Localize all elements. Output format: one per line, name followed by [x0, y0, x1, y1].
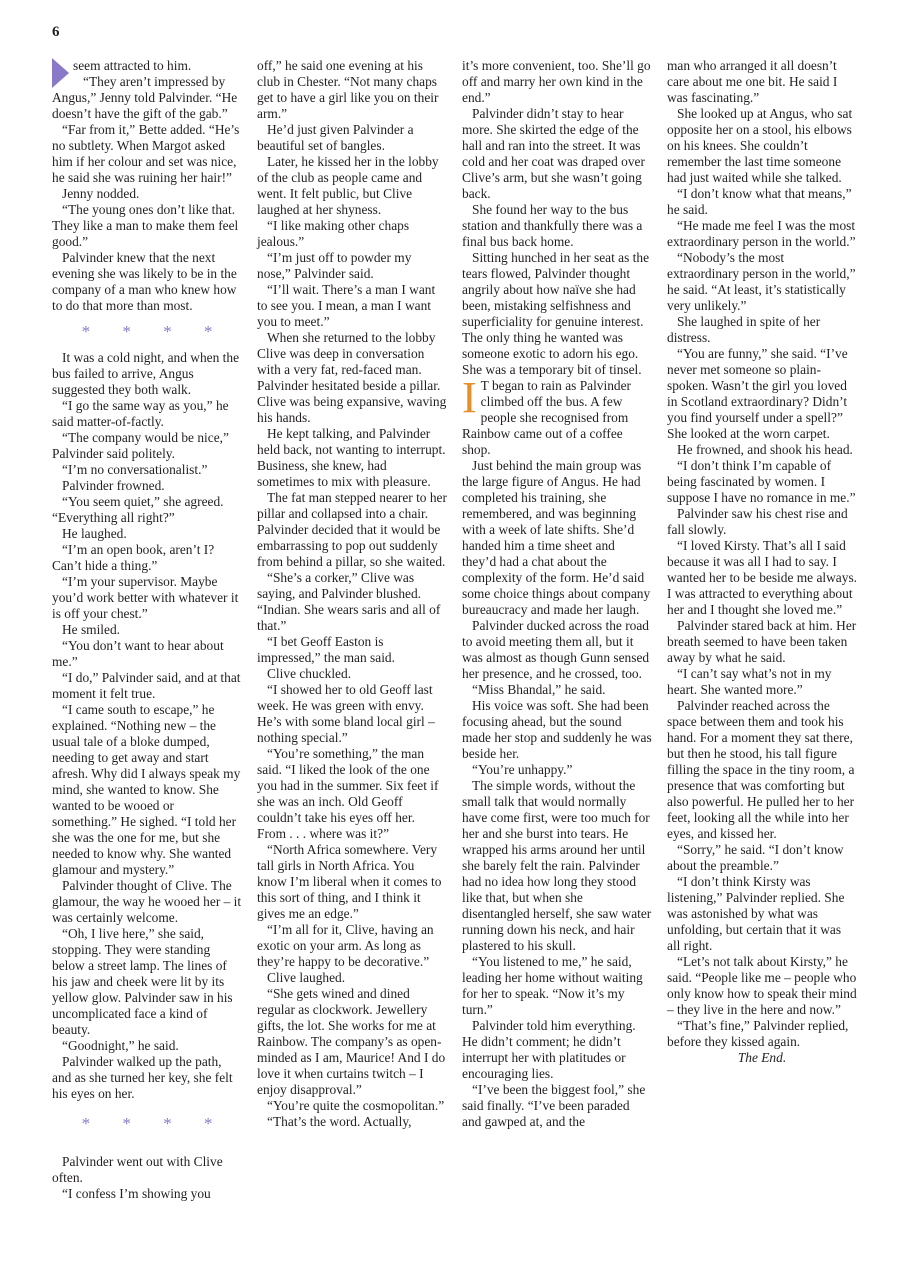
paragraph: “I’m your supervisor. Maybe you’d work better with whatever it is off your chest.”: [52, 574, 239, 621]
paragraph: “I don’t think I’m capable of being fascinated by women. I suppose I have no romance in me.”: [667, 458, 856, 505]
paragraph: She found her way to the bus station and thankfully there was a final bus back home.: [462, 202, 643, 249]
paragraph: “I’m all for it, Clive, having an exotic on your arm. As long as they’re happy to be decorative.”: [257, 922, 434, 969]
paragraph: Sitting hunched in her seat as the tears flowed, Palvinder thought angrily about how naïve she had been, mistaking selfishness and superficiality for genuine interest. The only thing he wanted was someone exotic to adorn his ego. She was a temporary bit of tinsel.: [462, 250, 650, 377]
paragraph: Clive chuckled.: [267, 666, 352, 681]
paragraph: She looked up at Angus, who sat opposite her on a stool, his elbows on his knees. She couldn’t remember the last time someone had just waited while she talked.: [667, 106, 853, 185]
the-end-label: The End.: [737, 1050, 787, 1065]
paragraph: “Oh, I live here,” she said, stopping. They were standing below a street lamp. The lines of his jaw and cheek were lit by its yellow glow. Palvinder saw in his uncomplicated face a kind of beauty.: [52, 926, 233, 1037]
paragraph: He frowned, and shook his head.: [677, 442, 853, 457]
paragraph: “I like making other chaps jealous.”: [257, 218, 410, 249]
continuation-arrow-icon: [52, 58, 69, 88]
paragraph: “I do,” Palvinder said, and at that moment it felt true.: [52, 670, 241, 701]
paragraph: “You seem quiet,” she agreed. “Everything all right?”: [52, 494, 224, 525]
paragraph: “The company would be nice,” Palvinder said politely.: [52, 430, 229, 461]
paragraph: “I don’t think Kirsty was listening,” Palvinder replied. She was astonished by what was unfolding, but certain that it was all right.: [667, 874, 845, 953]
paragraph: His voice was soft. She had been focusing ahead, but the sound made her stop and suddenly he was beside her.: [462, 698, 652, 761]
paragraph: “I came south to escape,” he explained. “Nothing new – the usual tale of a bloke dumped, needing to get away and start afresh. Why did I always speak my mind, she wanted to know. She wanted to be wooed or something.” He sighed. “I told her she was the one for me, but she needed to know why. She wanted glamour and mystery.”: [52, 702, 241, 877]
paragraph: “I’ve been the biggest fool,” she said finally. “I’ve been paraded and gawped at, and the: [462, 1082, 646, 1129]
paragraph: “I’m just off to powder my nose,” Palvinder said.: [257, 250, 412, 281]
paragraph: “They aren’t impressed by Angus,” Jenny told Palvinder. “He doesn’t have the gift of the gab.”: [52, 74, 238, 121]
paragraph: off,” he said one evening at his club in Chester. “Not many chaps get to have a girl like you on their arm.”: [257, 58, 439, 121]
paragraph: “I can’t say what’s not in my heart. She wanted more.”: [667, 666, 832, 697]
paragraph: I T began to rain as Palvinder climbed off the bus. A few people she recognised from Rainbow came out of a coffee shop.: [462, 373, 632, 457]
paragraph: The simple words, without the small talk that would normally have come first, were too much for her and she burst into tears. He wrapped his arms around her until she barely felt the rain. Palvinder had no idea how long they stood like that, but when she disentangled herself, she saw water running down his neck, and hair plastered to his skull.: [462, 778, 652, 953]
paragraph: Palvinder reached across the space between them and took his hand. For a moment they sat there, but then he stood, his tall figure filling the space in the tiny room, a presence that was comforting but also powerful. He pulled her to her feet, looking all the while into her eyes, and kissed her.: [667, 698, 855, 841]
column-2: [257, 58, 447, 1130]
page-number: 6: [52, 24, 60, 40]
paragraph: “I confess I’m showing you: [62, 1186, 211, 1201]
paragraph: “Miss Bhandal,” he said.: [472, 682, 606, 697]
paragraph: man who arranged it all doesn’t care about me one bit. He said I was fascinating.”: [667, 58, 838, 105]
paragraph: “You don’t want to hear about me.”: [52, 638, 224, 669]
paragraph: “I don’t know what that means,” he said.: [667, 186, 852, 217]
paragraph: Palvinder walked up the path, and as she turned her key, she felt his eyes on her.: [52, 1054, 233, 1101]
paragraph: it’s more convenient, too. She’ll go off and marry her own kind in the end.”: [462, 58, 651, 105]
paragraph: “Far from it,” Bette added. “He’s no subtlety. When Margot asked him if her colour and set was nice, he said she was ruining her hair!”: [52, 122, 240, 185]
paragraph: Palvinder knew that the next evening she was likely to be in the company of a man who knew how to do that more than most.: [52, 250, 237, 313]
paragraph: Palvinder went out with Clive often.: [52, 1154, 223, 1185]
paragraph: He laughed.: [62, 526, 127, 541]
paragraph: He’d just given Palvinder a beautiful set of bangles.: [257, 122, 414, 153]
paragraph: Palvinder didn’t stay to hear more. She skirted the edge of the hall and ran into the street. It was cold and her coat was draped over Clive’s arm, but she wasn’t going back.: [462, 106, 645, 201]
paragraph: Clive laughed.: [267, 970, 346, 985]
paragraph: “The young ones don’t like that. They like a man to make them feel good.”: [52, 202, 239, 249]
paragraph: Palvinder saw his chest rise and fall slowly.: [667, 506, 848, 537]
paragraph: Palvinder thought of Clive. The glamour, the way he wooed her – it was certainly welcome.: [52, 878, 242, 925]
paragraph: Later, he kissed her in the lobby of the club as people came and went. It felt public, but Clive laughed at her shyness.: [257, 154, 439, 217]
paragraph: “You are funny,” she said. “I’ve never met someone so plain-spoken. Wasn’t the girl you loved in Scotland extraordinary? Didn’t you find yourself under a spell?” She looked at the worn carpet.: [667, 346, 848, 441]
paragraph: “You’re unhappy.”: [472, 762, 573, 777]
column-1: [52, 58, 242, 1202]
paragraph: “Sorry,” he said. “I don’t know about the preamble.”: [667, 842, 844, 873]
paragraph: She laughed in spite of her distress.: [667, 314, 821, 345]
paragraph: “I’m an open book, aren’t I? Can’t hide a thing.”: [52, 542, 215, 573]
paragraph: “You’re quite the cosmopolitan.”: [267, 1098, 445, 1113]
paragraph: He smiled.: [62, 622, 121, 637]
paragraph: “Nobody’s the most extraordinary person in the world,” he said. “At least, it’s statistically very unlikely.”: [667, 250, 856, 313]
paragraph: “You listened to me,” he said, leading her home without waiting for her to speak. “Now it’s my turn.”: [462, 954, 643, 1017]
paragraph: “That’s the word. Actually,: [267, 1114, 412, 1129]
column-3: [462, 58, 652, 1130]
paragraph: seem attracted to him.: [52, 58, 242, 74]
paragraph: Jenny nodded.: [62, 186, 140, 201]
paragraph: “I go the same way as you,” he said matter-of-factly.: [52, 398, 229, 429]
drop-cap: I: [462, 373, 477, 422]
paragraph: “You’re something,” the man said. “I liked the look of the one you had in the summer. Six feet if she was an inch. Old Geoff couldn’t take his eyes off her. From . . . where was it?”: [257, 746, 439, 841]
paragraph: When she returned to the lobby Clive was deep in conversation with a very fat, red-faced man. Palvinder hesitated beside a pillar. Clive was being expansive, waving his hands.: [257, 330, 447, 425]
paragraph: Palvinder told him everything. He didn’t comment; he didn’t interrupt her with platitudes or encouraging lies.: [462, 1018, 636, 1081]
section-break-stars: * * * *: [81, 1114, 227, 1133]
paragraph: Palvinder ducked across the road to avoid meeting them all, but it was almost as though Gunn sensed her presence, and he crossed, too.: [462, 618, 650, 681]
paragraph: “That’s fine,” Palvinder replied, before they kissed again.: [667, 1018, 849, 1049]
paragraph: “I loved Kirsty. That’s all I said because it was all I had to say. I wanted her to be beside me always. I was attracted to everything about her and I thought she loved me.”: [667, 538, 858, 617]
paragraph: “I’ll wait. There’s a man I want to see you. I mean, a man I want you to meet.”: [257, 282, 436, 329]
paragraph: “Goodnight,” he said.: [62, 1038, 179, 1053]
paragraph: “She’s a corker,” Clive was saying, and Palvinder blushed. “Indian. She wears saris and all of that.”: [257, 570, 441, 633]
paragraph: It was a cold night, and when the bus failed to arrive, Angus suggested they both walk.: [52, 350, 240, 397]
paragraph: “He made me feel I was the most extraordinary person in the world.”: [667, 218, 856, 249]
paragraph: The fat man stepped nearer to her pillar and collapsed into a chair. Palvinder decided that it would be embarrassing to pop out suddenly from behind a pillar, so she waited.: [257, 490, 447, 569]
section-break-stars: * * * *: [81, 322, 227, 341]
paragraph: “I showed her to old Geoff last week. He was green with envy. He’s with some bland local girl – nothing special.”: [257, 682, 435, 745]
paragraph: He kept talking, and Palvinder held back, not wanting to interrupt. Business, she knew, had sometimes to mix with pleasure.: [257, 426, 446, 489]
paragraph: Palvinder stared back at him. Her breath seemed to have been taken away by what he said.: [667, 618, 857, 665]
paragraph: “North Africa somewhere. Very tall girls in North Africa. You know I’m liberal when it comes to this sort of thing, and I think it gives me an edge.”: [257, 842, 442, 921]
column-4: [667, 58, 857, 1066]
paragraph: Palvinder frowned.: [62, 478, 165, 493]
paragraph: “She gets wined and dined regular as clockwork. Jewellery gifts, the lot. She works for me at Rainbow. The company’s as open-minded as I am, Maurice! And I do love it when curtains twitch – I enjoy disapproval.”: [257, 986, 446, 1097]
paragraph: “I’m no conversationalist.”: [62, 462, 208, 477]
paragraph: “Let’s not talk about Kirsty,” he said. “People like me – people who only know how to speak their mind – they live in the here and now.”: [667, 954, 857, 1017]
paragraph: “I bet Geoff Easton is impressed,” the man said.: [257, 634, 395, 665]
paragraph: Just behind the main group was the large figure of Angus. He had completed his training, she remembered, and was beginning with a week of late shifts. She’d handed him a time sheet and they’d had a chat about the complexity of the form. He’d said some choice things about company bureaucracy and made her laugh.: [462, 458, 651, 617]
